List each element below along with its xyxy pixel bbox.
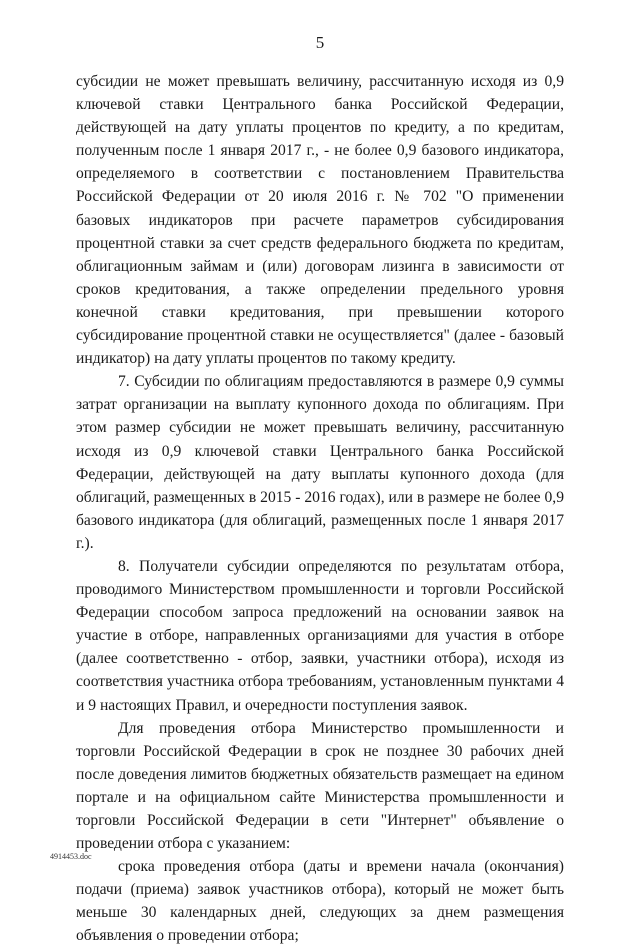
page-number: 5 [315,33,325,52]
paragraph-item-8: 8. Получатели субсидии определяются по результатам отбора, проводимого Министерством промышленности и торговли Российской Федерации способом запроса предложений на основании заявок на участие в отборе, направленных организациями для участия в отборе (далее соответственно - отбор, заявки, участники отбора), исходя из соответствия участника отбора требованиям, установленным пунктами 4 и 9 настоящих Правил, и очередности поступления заявок. [76,557,564,714]
document-filename: 4914453.doc [50,852,92,861]
paragraph-selection-notice: Для проведения отбора Министерство промышленности и торговли Российской Федерации в срок не позднее 30 рабочих дней после доведения лимитов бюджетных обязательств размещает на едином портале и на официальном сайте Министерства промышленности и торговли Российской Федерации в сети "Интернет" объявление о проведении отбора с указанием: [76,719,564,853]
document-body [76,70,564,948]
paragraph-item-7: 7. Субсидии по облигациям предоставляются в размере 0,9 суммы затрат организации на выплату купонного дохода по облигациям. При этом размер субсидии не может превышать величину, рассчитанную исходя из 0,9 ключевой ставки Центрального банка Российской Федерации, действующей на дату выплаты купонного дохода (для облигаций, размещенных в 2015 - 2016 годах), или в размере не более 0,9 базового индикатора (для облигаций, размещенных после 1 января 2017 г.). [76,373,564,552]
paragraph-selection-term: срока проведения отбора (даты и времени начала (окончания) подачи (приема) заявок участников отбора), который не может быть меньше 30 календарных дней, следующих за днем размещения объявления о проведении отбора; [76,858,564,945]
paragraph-continued: субсидии не может превышать величину, рассчитанную исходя из 0,9 ключевой ставки Центрального банка Российской Федерации, действующей на дату уплаты процентов по кредиту, а по кредитам, полученным после 1 января 2017 г., - не более 0,9 базового индикатора, определяемого в соответствии с постановлением Правительства Российской Федерации от 20 июля 2016 г. № 702 "О применении базовых индикаторов при расчете параметров субсидирования процентной ставки за счет средств федерального бюджета по кредитам, облигационным займам и (или) договорам лизинга в зависимости от сроков кредитования, а также определении предельного уровня конечной ставки кредитования, при превышении которого субсидирование процентной ставки не осуществляется" (далее - базовый индикатор) на дату уплаты процентов по такому кредиту. [76,73,564,368]
